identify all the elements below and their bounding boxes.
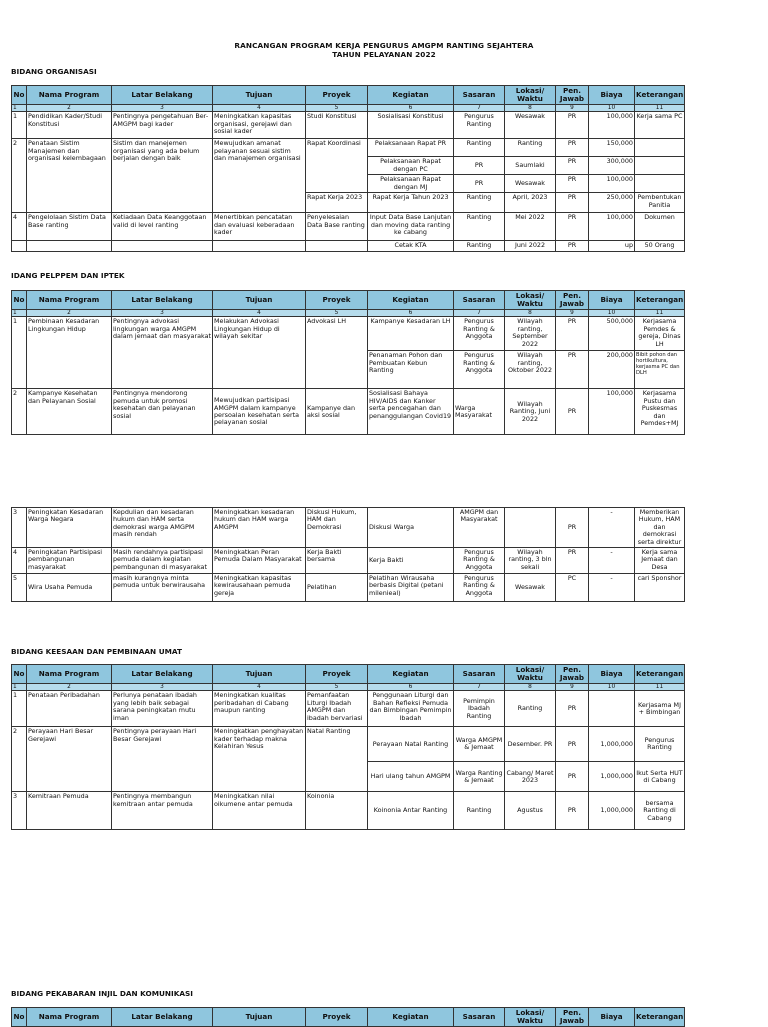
cell-pj: PR xyxy=(556,389,589,435)
cell-biaya: 100,000 xyxy=(589,112,635,139)
cell-no: 2 xyxy=(12,727,27,792)
cell-pj: PR xyxy=(556,508,589,548)
cell-tujuan: Meningkatkan kesadaran hukum dan HAM warga AMGPM xyxy=(213,508,306,548)
col-number: 11 xyxy=(635,684,685,691)
col-number: 8 xyxy=(505,310,556,317)
table-row xyxy=(12,508,685,548)
col-header: Sasaran xyxy=(454,1008,505,1027)
cell-tujuan: Meningkatkan kualitas peribadahan di Cabang maupun ranting xyxy=(213,691,306,727)
col-header: Keterangan xyxy=(635,1008,685,1027)
col-header: Tujuan xyxy=(213,86,306,105)
col-header: No xyxy=(12,86,27,105)
cell-keterangan: Ikut Serta HUT di Cabang xyxy=(635,762,685,792)
cell-proyek: Koinonia xyxy=(306,792,368,830)
cell-proyek: Natal Ranting xyxy=(306,727,368,792)
cell-pj: PR xyxy=(556,762,589,792)
table-organisasi xyxy=(11,85,685,252)
cell-keterangan xyxy=(635,139,685,157)
cell-lokasi: Agustus xyxy=(505,792,556,830)
cell-keterangan: Kerjasama MJ + Bimbingan xyxy=(635,691,685,727)
cell-tujuan: Meningkatkan kapasitas organisasi, gerejawi dan sosial kader xyxy=(213,112,306,139)
cell-kegiatan: Cetak KTA xyxy=(368,241,454,251)
col-number: 11 xyxy=(635,310,685,317)
col-number: 3 xyxy=(112,310,213,317)
cell-lokasi: Juni 2022 xyxy=(505,241,556,251)
cell-program: Peningkatan Partisipasi pembangunan masyarakat xyxy=(27,548,112,574)
table-row xyxy=(12,241,685,251)
col-header: Sasaran xyxy=(454,291,505,310)
cell-proyek: Kerja Bakti bersama xyxy=(306,548,368,574)
cell-kegiatan: Kerja Bakti xyxy=(368,548,454,574)
col-number: 5 xyxy=(306,310,368,317)
col-header: Kegiatan xyxy=(368,86,454,105)
cell-latar: Pentingnya perayaan Hari Besar Gerejawi xyxy=(112,727,213,792)
cell-no: 1 xyxy=(12,112,27,139)
cell-biaya: 100,000 xyxy=(589,389,635,435)
cell-pj: PR xyxy=(556,139,589,157)
cell-pj: PR xyxy=(556,112,589,139)
col-header: Tujuan xyxy=(213,665,306,684)
cell-no: 2 xyxy=(12,389,27,435)
col-header: Keterangan xyxy=(635,86,685,105)
cell-sasaran: Pengurus Ranting & Anggota xyxy=(454,548,505,574)
cell-keterangan: 50 Orang xyxy=(635,241,685,251)
cell-sasaran: PR xyxy=(454,157,505,175)
table-row xyxy=(12,574,685,602)
col-header: Lokasi/ Waktu xyxy=(505,665,556,684)
table-row xyxy=(12,727,685,762)
cell-no: 4 xyxy=(12,213,27,241)
cell-kegiatan: Perayaan Natal Ranting xyxy=(368,727,454,762)
col-header: Pen. Jawab xyxy=(556,1008,589,1027)
col-number: 6 xyxy=(368,105,454,112)
cell-pj: PR xyxy=(556,727,589,762)
table-row xyxy=(12,389,685,435)
cell-pj: PR xyxy=(556,157,589,175)
table-pelppem-continued xyxy=(11,507,685,602)
cell-lokasi: Wesawak xyxy=(505,112,556,139)
col-number-row xyxy=(12,684,685,691)
col-header: Keterangan xyxy=(635,665,685,684)
col-number: 3 xyxy=(112,105,213,112)
cell-sasaran: Ranting xyxy=(454,139,505,157)
cell-lokasi: April, 2023 xyxy=(505,193,556,213)
table-pekabaran xyxy=(11,1007,685,1027)
col-header: Sasaran xyxy=(454,86,505,105)
cell-latar: Pentingnya advokasi lingkungan warga AMGPM dalam jemaat dan masyarakat xyxy=(112,317,213,389)
cell-keterangan: Memberikan Hukum, HAM dan demokrasi serta direktur xyxy=(635,508,685,548)
cell-keterangan: Kerja sama PC xyxy=(635,112,685,139)
cell-proyek: Advokasi LH xyxy=(306,317,368,389)
cell-proyek: Studi Konstitusi xyxy=(306,112,368,139)
cell-proyek: Rapat Koordinasi xyxy=(306,139,368,193)
col-number: 11 xyxy=(635,105,685,112)
cell-biaya xyxy=(589,691,635,727)
cell-lokasi: Ranting xyxy=(505,691,556,727)
cell-tujuan: Meningkatkan Peran Pemuda Dalam Masyarakat xyxy=(213,548,306,574)
cell-pj: PR xyxy=(556,351,589,389)
col-header: Proyek xyxy=(306,665,368,684)
col-header: Proyek xyxy=(306,291,368,310)
col-number: 5 xyxy=(306,684,368,691)
cell-sasaran: Warga Ranting & Jemaat xyxy=(454,762,505,792)
cell-pj: PR xyxy=(556,548,589,574)
col-number: 7 xyxy=(454,310,505,317)
cell-tujuan: Meningkatkan kapasitas kewirausahaan pemuda gereja xyxy=(213,574,306,602)
col-number: 4 xyxy=(213,684,306,691)
cell-tujuan: Melakukan Advokasi Lingkungan Hidup di wilayah sekitar xyxy=(213,317,306,389)
document-subtitle: TAHUN PELAYANAN 2022 xyxy=(332,50,436,59)
col-number: 1 xyxy=(12,105,27,112)
cell-sasaran: Ranting xyxy=(454,241,505,251)
cell-kegiatan: Input Data Base Lanjutan dan moving data ranting ke cabang xyxy=(368,213,454,241)
cell-pj: PR xyxy=(556,317,589,351)
col-header: Latar Belakang xyxy=(112,1008,213,1027)
cell-pj: PR xyxy=(556,175,589,193)
section-title-pekabaran: BIDANG PEKABARAN INJIL DAN KOMUNIKASI xyxy=(11,989,193,998)
col-number: 2 xyxy=(27,310,112,317)
cell-sasaran: Ranting xyxy=(454,193,505,213)
cell-biaya: 500,000 xyxy=(589,317,635,351)
col-number: 9 xyxy=(556,684,589,691)
cell-biaya: 150,000 xyxy=(589,139,635,157)
cell-biaya: 1,000,000 xyxy=(589,792,635,830)
col-header: Keterangan xyxy=(635,291,685,310)
cell-latar: masih kurangnya minta pemuda untuk berwirausaha xyxy=(112,574,213,602)
col-header: Kegiatan xyxy=(368,1008,454,1027)
cell-tujuan: Menertibkan pencatatan dan evaluasi keberadaan kader xyxy=(213,213,306,241)
cell-kegiatan: Sosialisasi Bahaya HIV/AIDS dan Kanker serta pencegahan dan penanggulangan Covid19 xyxy=(368,389,454,435)
cell-program: Pembinaan Kesadaran Lingkungan Hidup xyxy=(27,317,112,389)
table-row xyxy=(12,139,685,157)
cell-kegiatan: Kampanye Kesadaran LH xyxy=(368,317,454,351)
table-row xyxy=(12,112,685,139)
col-number: 8 xyxy=(505,684,556,691)
cell-sasaran: AMGPM dan Masyarakat xyxy=(454,508,505,548)
col-number: 9 xyxy=(556,105,589,112)
cell-biaya: 100,000 xyxy=(589,213,635,241)
cell-program: Pengelolaan Sistim Data Base ranting xyxy=(27,213,112,241)
table-row xyxy=(12,213,685,241)
cell-kegiatan: Pelaksanaan Rapat PR xyxy=(368,139,454,157)
col-header: No xyxy=(12,1008,27,1027)
cell-biaya: - xyxy=(589,548,635,574)
cell-lokasi: Wilayah ranting, September 2022 xyxy=(505,317,556,351)
cell-no: 5 xyxy=(12,574,27,602)
cell-kegiatan: Hari ulang tahun AMGPM xyxy=(368,762,454,792)
cell-sasaran: Warga AMGPM & Jemaat xyxy=(454,727,505,762)
cell-biaya: 200,000 xyxy=(589,351,635,389)
cell-kegiatan: Pelaksanaan Rapat dengan PC xyxy=(368,157,454,175)
cell-biaya: 100,000 xyxy=(589,175,635,193)
cell-program: Kemitraan Pemuda xyxy=(27,792,112,830)
col-header: Pen. Jawab xyxy=(556,291,589,310)
cell-biaya: 250,000 xyxy=(589,193,635,213)
col-header: Kegiatan xyxy=(368,291,454,310)
cell-keterangan xyxy=(635,175,685,193)
col-number-row xyxy=(12,310,685,317)
section-title-keesaan: BIDANG KEESAAN DAN PEMBINAAN UMAT xyxy=(11,647,182,656)
col-header: Latar Belakang xyxy=(112,86,213,105)
cell-no: 4 xyxy=(12,548,27,574)
cell-biaya: 1,000,000 xyxy=(589,762,635,792)
cell-keterangan: Bibit pohon dan hortikultura, kerjasma PC dan DLH xyxy=(635,351,685,389)
col-header: Nama Program xyxy=(27,86,112,105)
col-number: 10 xyxy=(589,684,635,691)
cell-no: 2 xyxy=(12,139,27,213)
cell-sasaran: Warga Masyarakat xyxy=(454,389,505,435)
cell-tujuan: Mewujudkan amanat pelayanan sesuai sistim dan manajemen organisasi xyxy=(213,139,306,213)
cell-biaya: 300,000 xyxy=(589,157,635,175)
cell-sasaran: Pengurus Ranting xyxy=(454,112,505,139)
cell-lokasi: Wilayah ranting, Oktober 2022 xyxy=(505,351,556,389)
table-row xyxy=(12,792,685,830)
cell-proyek: Diskusi Hukum, HAM dan Demokrasi xyxy=(306,508,368,548)
cell-no: 1 xyxy=(12,691,27,727)
col-number-row xyxy=(12,105,685,112)
col-header: Latar Belakang xyxy=(112,291,213,310)
cell-tujuan: Mewujudkan partisipasi AMGPM dalam kampanye persoalan kesehatan serta pelayanan sosial xyxy=(213,389,306,435)
cell-latar: Sistim dan manejemen organisasi yang ada belum berjalan dengan baik xyxy=(112,139,213,213)
col-number: 7 xyxy=(454,684,505,691)
cell-lokasi xyxy=(505,508,556,548)
col-number: 6 xyxy=(368,310,454,317)
col-header: Nama Program xyxy=(27,291,112,310)
col-header: Pen. Jawab xyxy=(556,86,589,105)
cell-sasaran: Pengurus Ranting & Anggota xyxy=(454,351,505,389)
cell-no: 3 xyxy=(12,508,27,548)
section-title-pelppem: IDANG PELPPEM DAN IPTEK xyxy=(11,271,125,280)
cell-program: Perayaan Hari Besar Gerejawi xyxy=(27,727,112,792)
cell-proyek: Penyelesaian Data Base ranting xyxy=(306,213,368,241)
cell-kegiatan: Pelatihan Wirausaha berbasis Digital (petani milenieal) xyxy=(368,574,454,602)
cell-keterangan: Kerja sama Jemaat dan Desa xyxy=(635,548,685,574)
table-pelppem xyxy=(11,290,685,435)
cell-lokasi: Wesawak xyxy=(505,175,556,193)
col-number: 2 xyxy=(27,684,112,691)
cell-program: Wira Usaha Pemuda xyxy=(27,574,112,602)
cell-proyek: Pelatihan xyxy=(306,574,368,602)
cell-program: Penataan Peribadahan xyxy=(27,691,112,727)
col-header: No xyxy=(12,665,27,684)
cell-kegiatan: Penggunaan Liturgi dan Bahan Refleksi Pemuda dan Bimbingan Pemimpin Ibadah xyxy=(368,691,454,727)
cell-sasaran: Ranting xyxy=(454,213,505,241)
col-header: Kegiatan xyxy=(368,665,454,684)
document-title: RANCANGAN PROGRAM KERJA PENGURUS AMGPM RANTING SEJAHTERA xyxy=(234,41,534,50)
cell-sasaran: Pengurus Ranting & Anggota xyxy=(454,317,505,351)
col-header: Nama Program xyxy=(27,665,112,684)
header-row xyxy=(12,291,685,310)
cell-no: 1 xyxy=(12,317,27,389)
cell-kegiatan: Penanaman Pohon dan Pembuatan Kebun Ranting xyxy=(368,351,454,389)
cell-tujuan: Meningkatkan penghayatan kader terhadap makna Kelahiran Yesus xyxy=(213,727,306,792)
cell-latar: Pentingnya membangun kemitraan antar pemuda xyxy=(112,792,213,830)
cell-keterangan: bersama Ranting di Cabang xyxy=(635,792,685,830)
table-keesaan xyxy=(11,664,685,830)
header-row xyxy=(12,86,685,105)
cell-kegiatan: Diskusi Warga xyxy=(368,508,454,548)
col-number: 10 xyxy=(589,310,635,317)
col-header: Lokasi/ Waktu xyxy=(505,1008,556,1027)
col-header: Pen. Jawab xyxy=(556,665,589,684)
col-header: Lokasi/ Waktu xyxy=(505,291,556,310)
cell-latar: Kepdulian dan kesadaran hukum dan HAM serta demokrasi warga AMGPM masih rendah xyxy=(112,508,213,548)
col-header: No xyxy=(12,291,27,310)
col-header: Biaya xyxy=(589,1008,635,1027)
col-header: Biaya xyxy=(589,86,635,105)
col-header: Latar Belakang xyxy=(112,665,213,684)
cell-keterangan: Dokumen xyxy=(635,213,685,241)
cell-pj: PR xyxy=(556,792,589,830)
col-number: 1 xyxy=(12,684,27,691)
col-header: Lokasi/ Waktu xyxy=(505,86,556,105)
cell-proyek: Kampanye dan aksi sosial xyxy=(306,389,368,435)
cell-kegiatan: Sosialisasi Konstitusi xyxy=(368,112,454,139)
col-header: Sasaran xyxy=(454,665,505,684)
table-row xyxy=(12,548,685,574)
col-header: Nama Program xyxy=(27,1008,112,1027)
col-number: 4 xyxy=(213,105,306,112)
table-row xyxy=(12,317,685,351)
cell-biaya: - xyxy=(589,574,635,602)
col-number: 1 xyxy=(12,310,27,317)
section-title-organisasi: BIDANG ORGANISASI xyxy=(11,67,97,76)
cell-pj: PR xyxy=(556,213,589,241)
col-header: Tujuan xyxy=(213,1008,306,1027)
cell-lokasi: Mei 2022 xyxy=(505,213,556,241)
cell-lokasi: Wilayah ranting, 3 bln sekali xyxy=(505,548,556,574)
col-number: 7 xyxy=(454,105,505,112)
cell-program: Peningkatan Kesadaran Warga Negara xyxy=(27,508,112,548)
col-header: Biaya xyxy=(589,291,635,310)
cell-keterangan: Kerjasama Pemdes & gereja, Dinas LH xyxy=(635,317,685,351)
col-number: 6 xyxy=(368,684,454,691)
cell-latar: Pentingnya pengetahuan Ber-AMGPM bagi kader xyxy=(112,112,213,139)
header-row xyxy=(12,665,685,684)
col-number: 9 xyxy=(556,310,589,317)
col-number: 10 xyxy=(589,105,635,112)
cell-keterangan xyxy=(635,157,685,175)
cell-latar: Masih rendahnya partisipasi pemuda dalam kegiatan pembangunan di masyarakat xyxy=(112,548,213,574)
cell-kegiatan: Pelaksanaan Rapat dengan MJ xyxy=(368,175,454,193)
cell-tujuan: Meningkatkan nilai oikumene antar pemuda xyxy=(213,792,306,830)
table-row xyxy=(12,691,685,727)
cell-biaya: 1,000,000 xyxy=(589,727,635,762)
cell-lokasi: Saumlaki xyxy=(505,157,556,175)
cell-kegiatan: Koinonia Antar Ranting xyxy=(368,792,454,830)
cell-latar: Perlunya penataan ibadah yang lebih baik sebagai sarana peningkatan mutu iman xyxy=(112,691,213,727)
cell-keterangan: Pembentukan Panitia xyxy=(635,193,685,213)
cell-biaya: up xyxy=(589,241,635,251)
cell-sasaran: PR xyxy=(454,175,505,193)
col-number: 4 xyxy=(213,310,306,317)
cell-biaya: - xyxy=(589,508,635,548)
cell-lokasi: Wilayah Ranting, Juni 2022 xyxy=(505,389,556,435)
cell-keterangan: cari Sponshor xyxy=(635,574,685,602)
cell-lokasi: Desember. PR xyxy=(505,727,556,762)
cell-sasaran: Pemimpin Ibadah Ranting xyxy=(454,691,505,727)
cell-sasaran: Pengurus Ranting & Anggota xyxy=(454,574,505,602)
cell-keterangan: Pengurus Ranting xyxy=(635,727,685,762)
cell-program: Pendidikan Kader/Studi Konstitusi xyxy=(27,112,112,139)
col-number: 5 xyxy=(306,105,368,112)
cell-program: Kampanye Kesehatan dan Pelayanan Sosial xyxy=(27,389,112,435)
cell-proyek: Pemanfaatan Liturgi Ibadah AMGPM dan ibadah bervariasi xyxy=(306,691,368,727)
col-header: Biaya xyxy=(589,665,635,684)
col-number: 3 xyxy=(112,684,213,691)
col-header: Proyek xyxy=(306,1008,368,1027)
cell-pj: PR xyxy=(556,193,589,213)
cell-pj: PR xyxy=(556,241,589,251)
cell-proyek: Rapat Kerja 2023 xyxy=(306,193,368,213)
cell-lokasi: Ranting xyxy=(505,139,556,157)
cell-program: Penataan Sistim Manajemen dan organisasi kelembagaan xyxy=(27,139,112,213)
cell-lokasi: Cabang/ Maret 2023 xyxy=(505,762,556,792)
cell-keterangan: Kerjasama Pustu dan Puskesmas dan Pemdes+MJ xyxy=(635,389,685,435)
cell-sasaran: Ranting xyxy=(454,792,505,830)
cell-latar: Ketiadaan Data Keanggotaan valid di level ranting xyxy=(112,213,213,241)
cell-kegiatan: Rapat Kerja Tahun 2023 xyxy=(368,193,454,213)
cell-pj: PC xyxy=(556,574,589,602)
col-header: Proyek xyxy=(306,86,368,105)
cell-pj: PR xyxy=(556,691,589,727)
cell-latar: Pentingnya mendorong pemuda untuk promosi kesehatan dan pelayanan sosial xyxy=(112,389,213,435)
cell-no: 3 xyxy=(12,792,27,830)
col-header: Tujuan xyxy=(213,291,306,310)
col-number: 8 xyxy=(505,105,556,112)
cell-lokasi: Wesawak xyxy=(505,574,556,602)
col-number: 2 xyxy=(27,105,112,112)
